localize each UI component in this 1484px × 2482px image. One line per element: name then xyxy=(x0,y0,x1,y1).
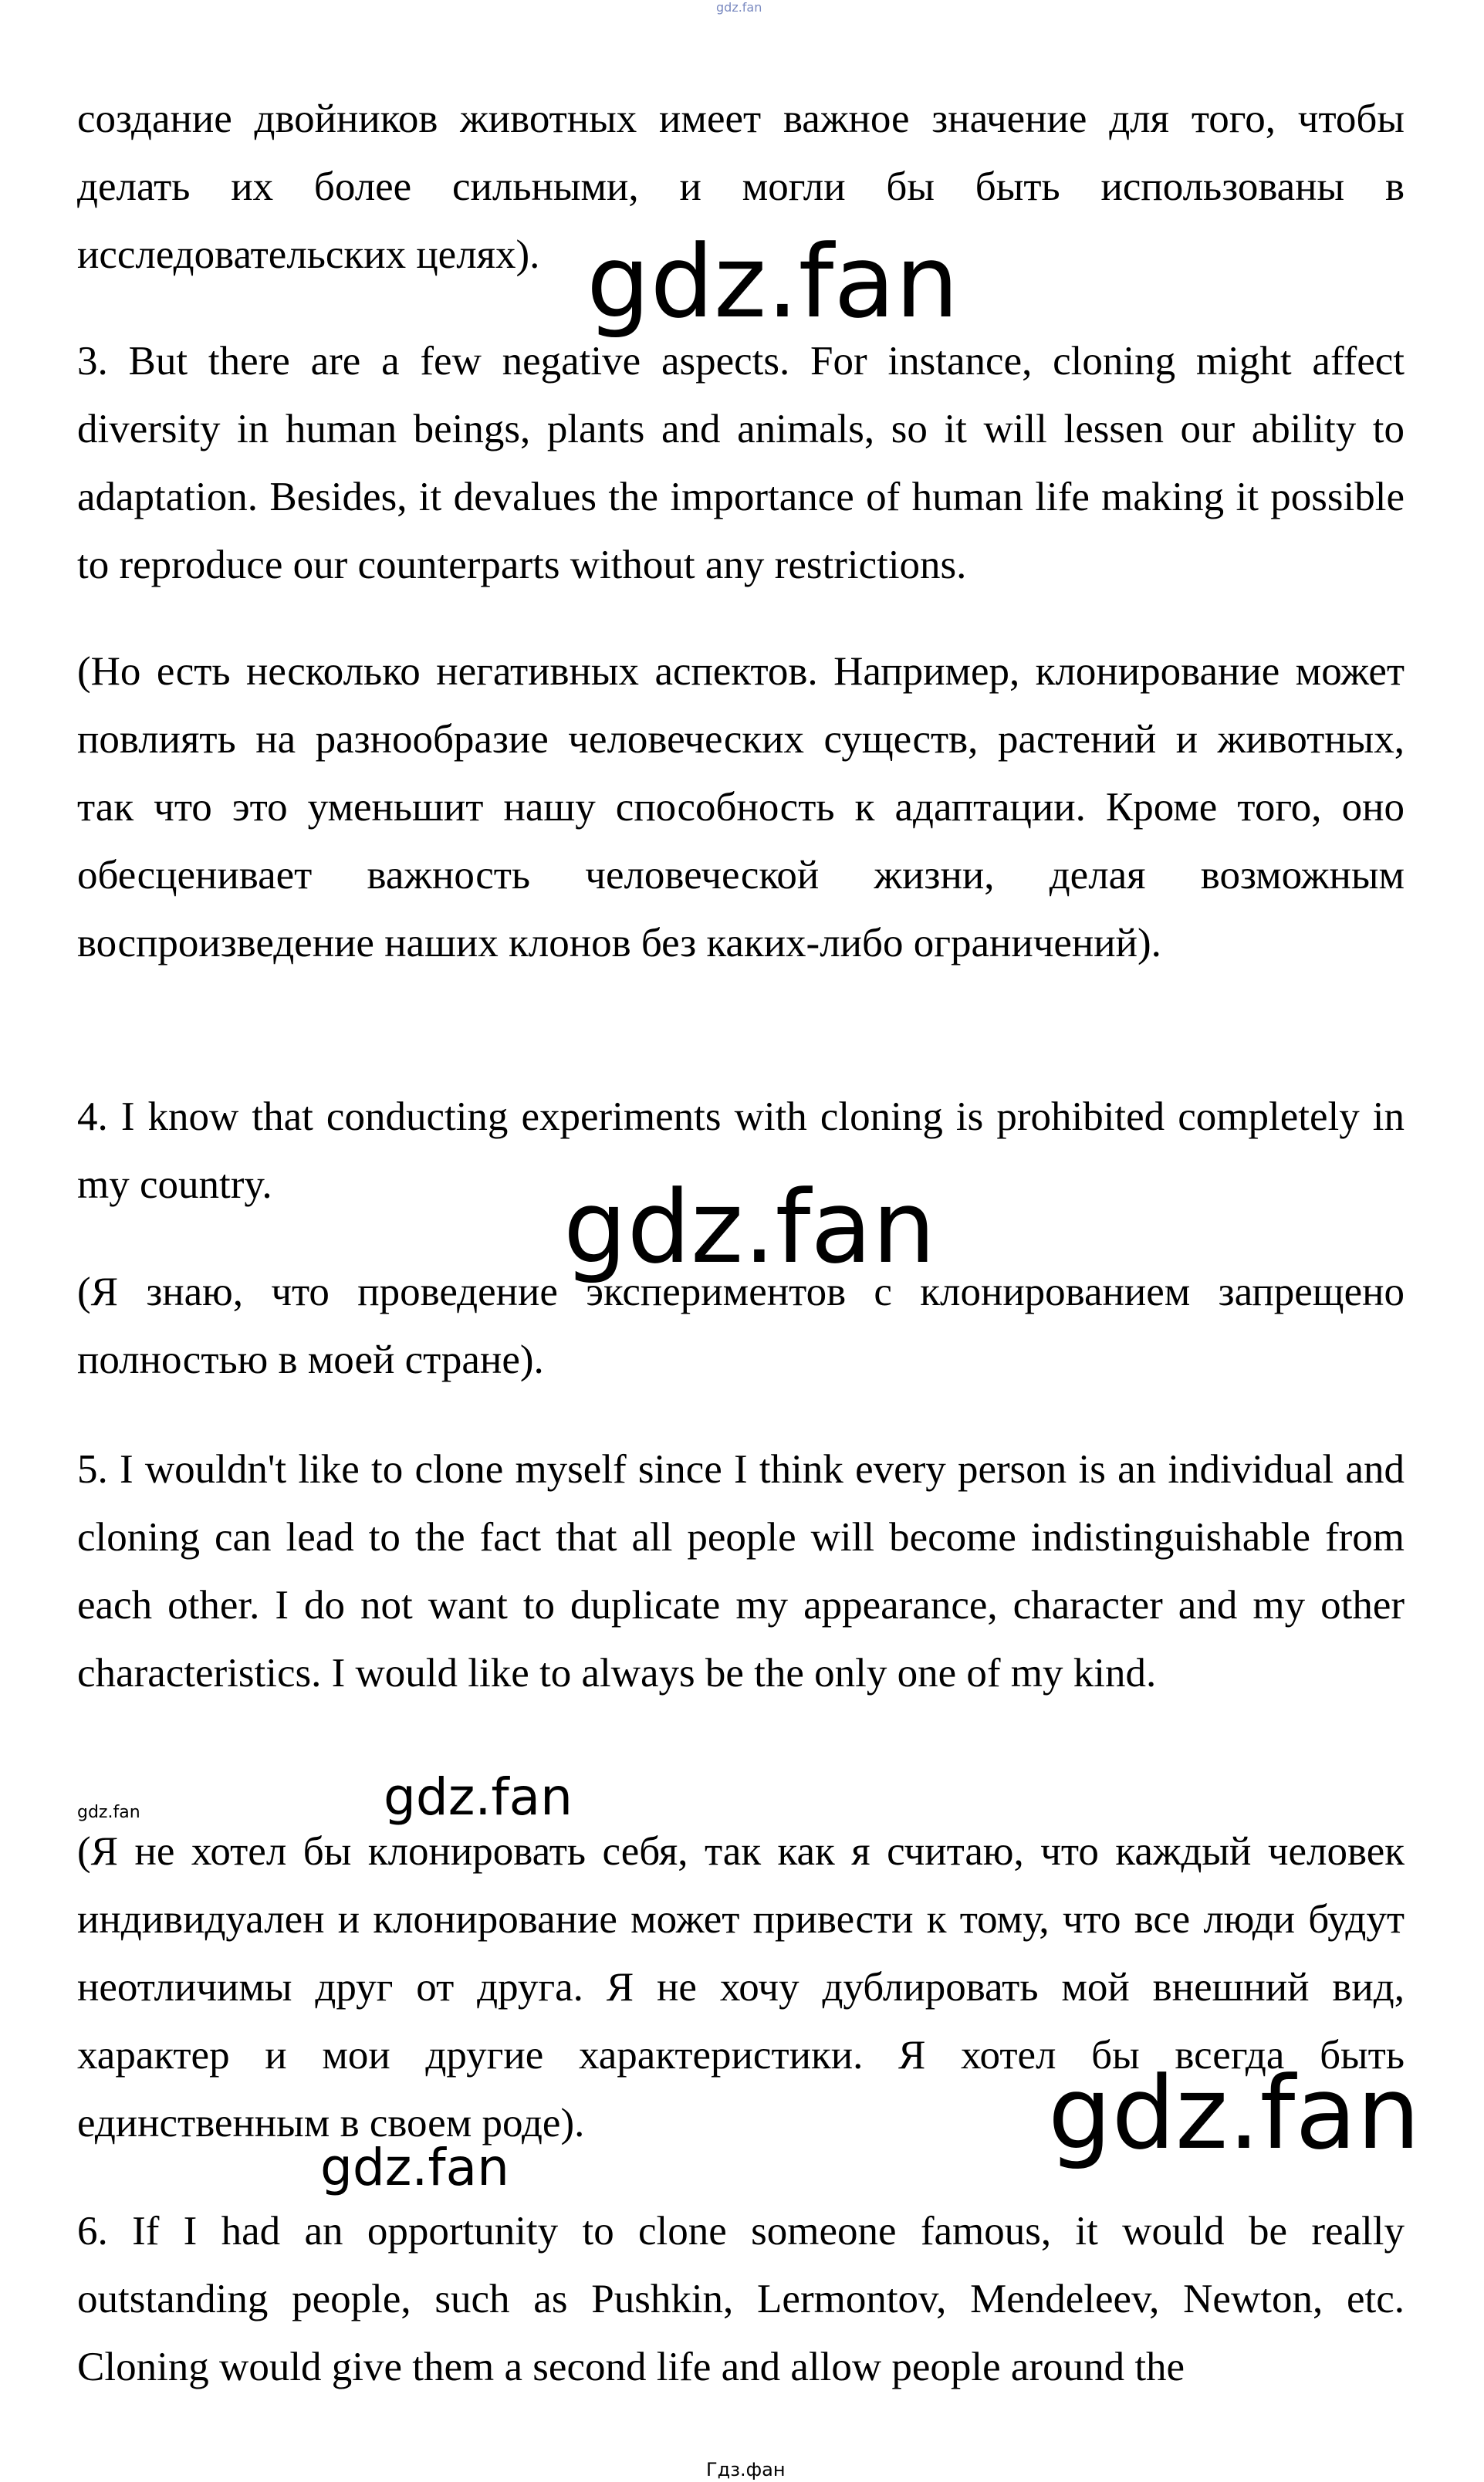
paragraph-6: 5. I wouldn't like to clone myself since I think every person is an individual and cloning can lead to the fact that all people will become indistinguishable from each other. I do not want to duplicate my appearance, character and my other characteristics. I would like to always be the only one of my kind. xyxy=(77,1447,1405,1696)
top-watermark: gdz.fan xyxy=(716,0,762,15)
watermark-gdz-fan: gdz.fan xyxy=(384,1767,573,1827)
footer-text: Гдз.фан xyxy=(706,2459,786,2480)
watermark-gdz-fan: gdz.fan xyxy=(563,1168,936,1286)
watermark-gdz-fan: gdz.fan xyxy=(587,223,959,340)
paragraph-5: (Я знаю, что проведение экспериментов с клонированием запрещено полностью в моей стране). xyxy=(77,1270,1405,1382)
paragraph-4: 4. I know that conducting experiments with cloning is prohibited completely in my country. xyxy=(77,1094,1405,1207)
paragraph-3: (Но есть несколько негативных аспектов. Например, клонирование может повлиять на разнообразие человеческих существ, растений и животных, так что это уменьшит нашу способность к адаптации. Кроме того, оно обесценивает важность человеческой жизни, делая возможным воспроизведение наших клонов без каких-либо ограничений). xyxy=(77,649,1405,965)
watermark-gdz-fan: gdz.fan xyxy=(1048,2054,1421,2172)
paragraph-1: создание двойников животных имеет важное значение для того, чтобы делать их более сильными, и могли бы быть использованы в исследовательских целях). xyxy=(77,96,1405,277)
watermark-gdz-fan: gdz.fan xyxy=(320,2138,509,2197)
watermark-gdz-fan-small: gdz.fan xyxy=(77,1803,140,1822)
paragraph-8: 6. If I had an opportunity to clone someone famous, it would be really outstanding people, such as Pushkin, Lermontov, Mendeleev, Newton, etc. Cloning would give them a second life and allow people around the xyxy=(77,2209,1405,2389)
paragraph-7: (Я не хотел бы клонировать себя, так как я считаю, что каждый человек индивидуален и клонирование может привести к тому, что все люди будут неотличимы друг от друга. Я не хочу дублировать мой внешний вид, характер и мои другие характеристики. Я хотел бы всегда быть единственным в своем роде). xyxy=(77,1829,1405,2146)
paragraph-2: 3. But there are a few negative aspects. For instance, cloning might affect diversity in human beings, plants and animals, so it will lessen our ability to adaptation. Besides, it devalues the importance of human life making it possible to reproduce our counterparts without any restrictions. xyxy=(77,339,1405,587)
